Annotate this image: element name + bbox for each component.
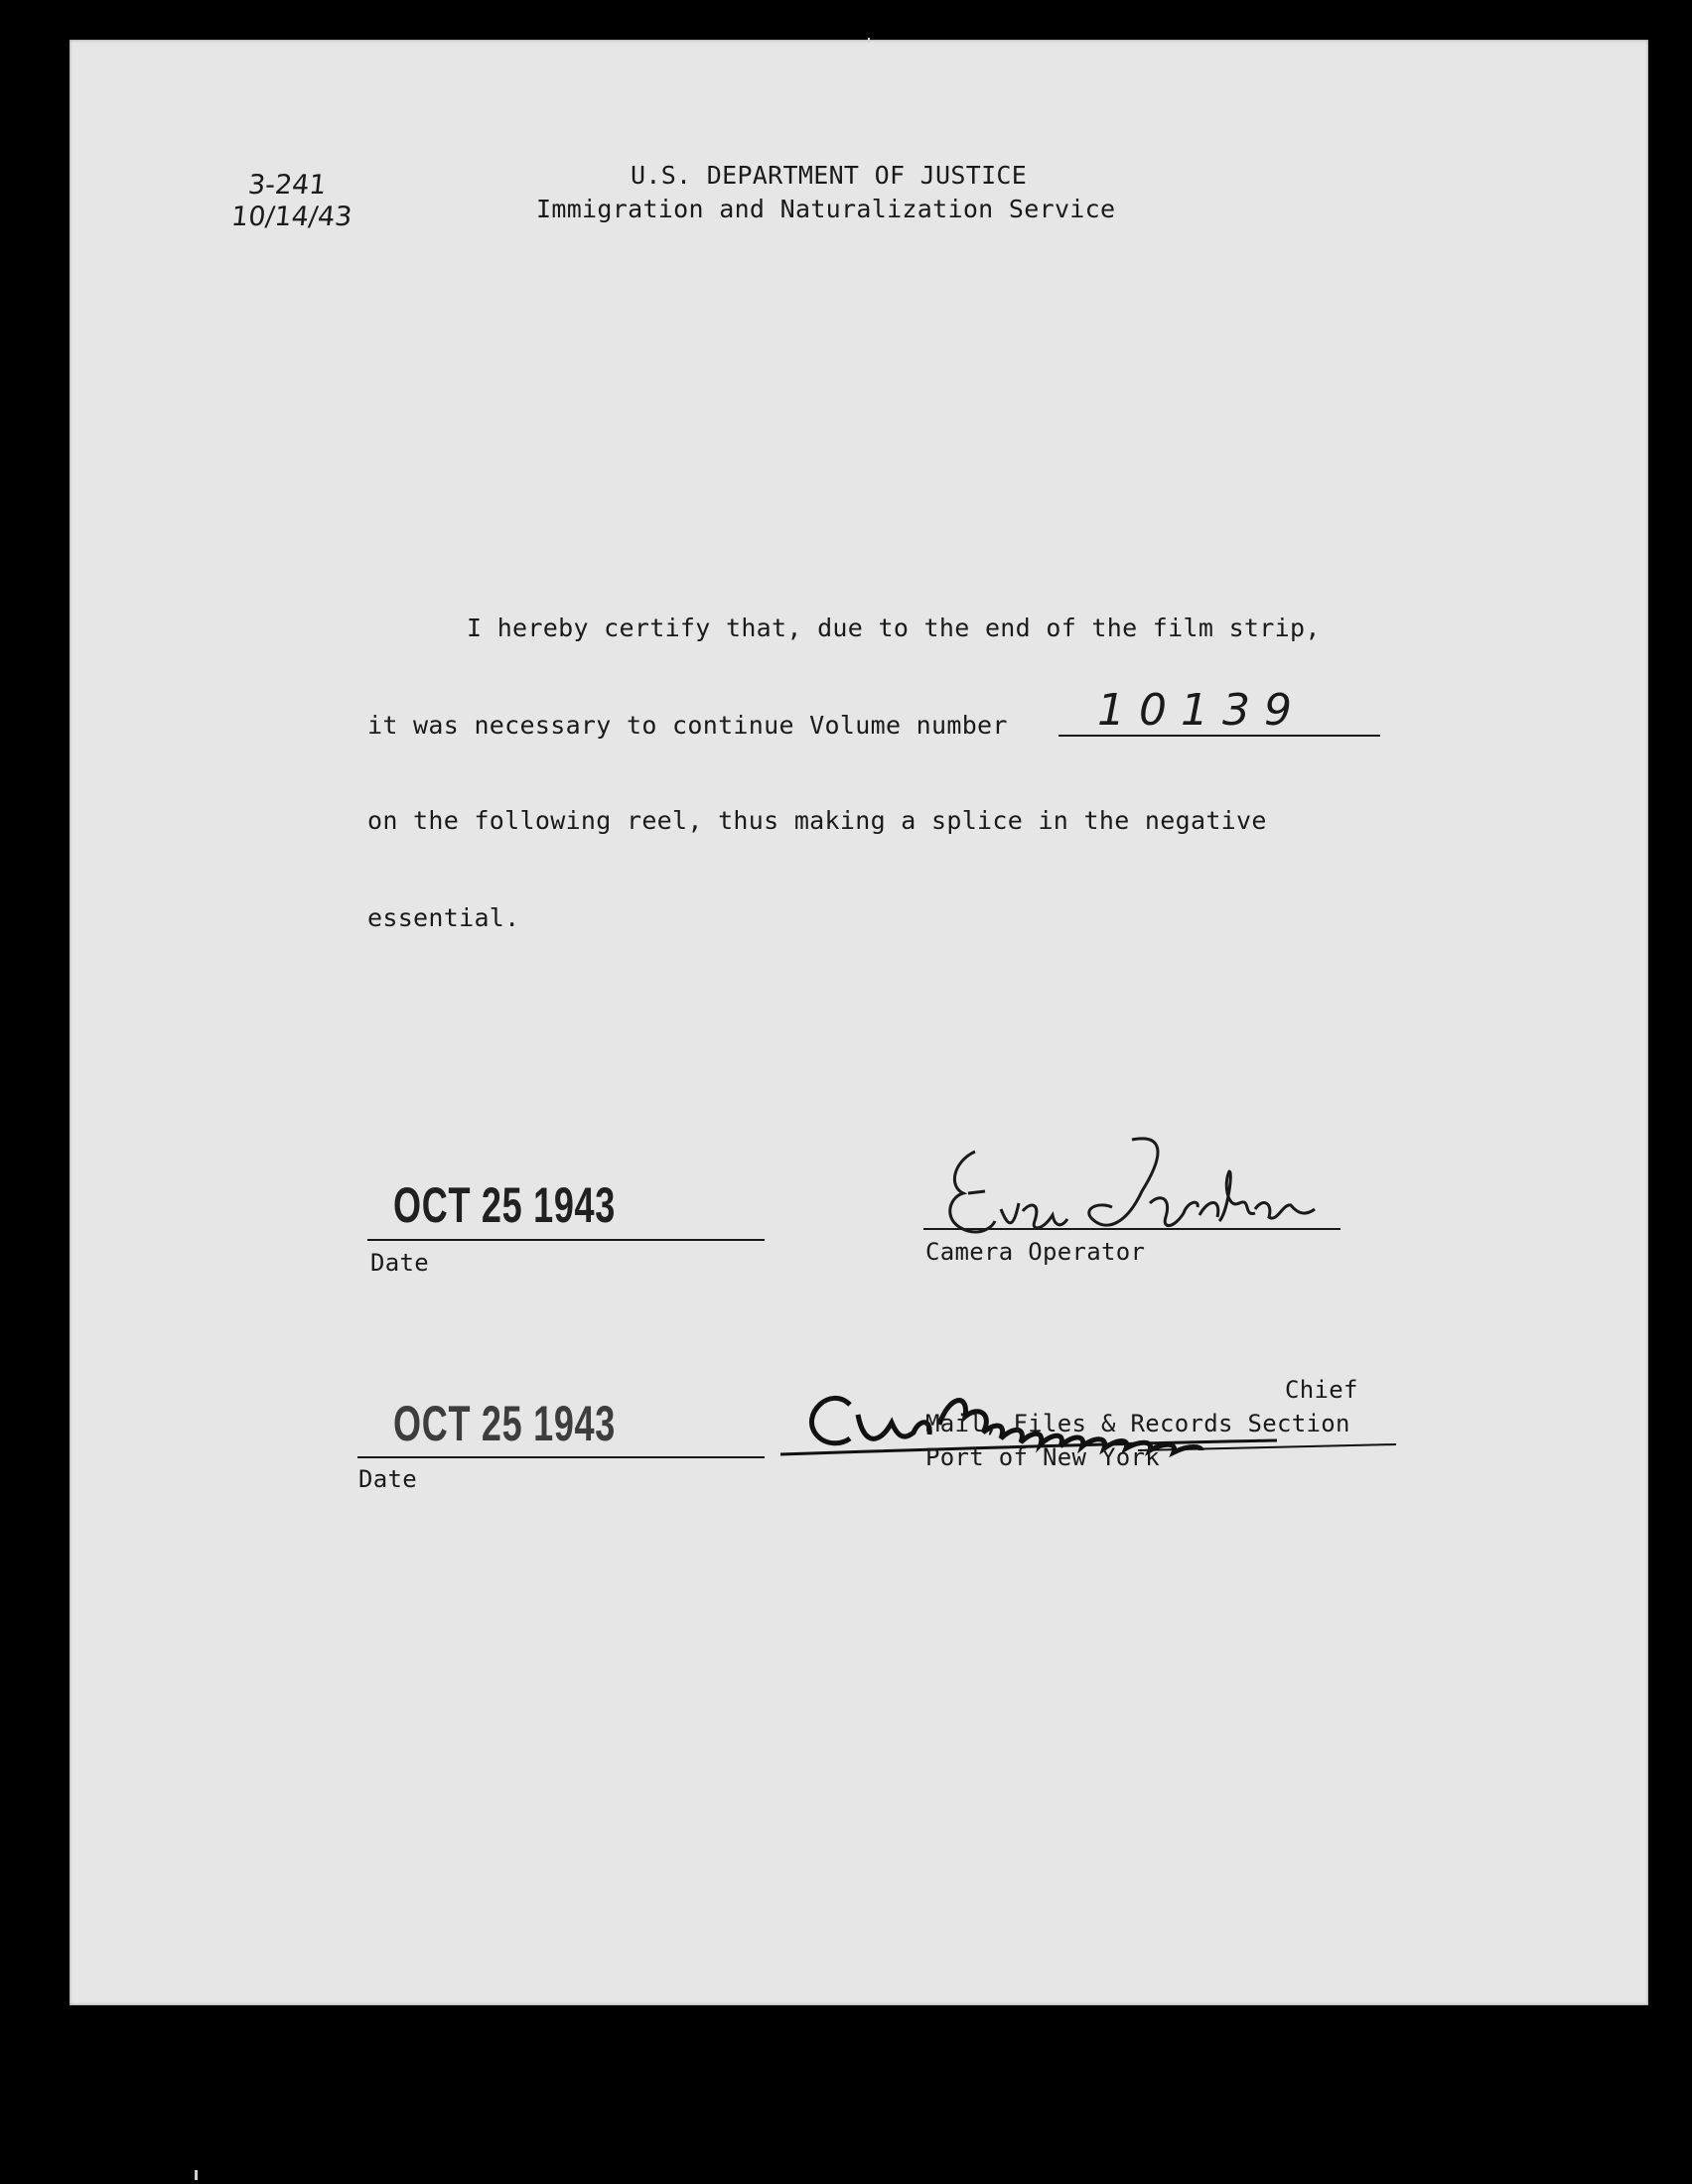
certify-line-3: on the following reel, thus making a splice in the negative <box>367 806 1267 835</box>
date-label-camera: Date <box>370 1249 429 1277</box>
form-number: 3-241 <box>246 170 329 201</box>
date-stamp-chief: OCT 25 1943 <box>393 1396 617 1451</box>
chief-port-line: Port of New York <box>925 1443 1160 1471</box>
camera-operator-label: Camera Operator <box>925 1238 1146 1266</box>
date-line-chief <box>357 1456 765 1458</box>
date-stamp-camera: OCT 25 1943 <box>393 1177 617 1233</box>
document-page <box>70 40 1648 2005</box>
chief-section-line: Mail, Files & Records Section <box>925 1410 1350 1437</box>
certify-line-1: I hereby certify that, due to the end of the film strip, <box>467 614 1321 642</box>
scan-speck <box>868 38 870 43</box>
service-heading: Immigration and Naturalization Service <box>536 195 1116 223</box>
scan-speck <box>195 2170 198 2180</box>
certify-line-2: it was necessary to continue Volume number <box>367 711 1008 740</box>
date-line-camera <box>367 1239 765 1241</box>
department-heading: U.S. DEPARTMENT OF JUSTICE <box>631 161 1028 190</box>
volume-number: 10139 <box>1097 685 1306 736</box>
camera-operator-signature <box>923 1132 1360 1251</box>
date-label-chief: Date <box>358 1465 417 1493</box>
form-date: 10/14/43 <box>229 202 353 232</box>
chief-title: Chief <box>1285 1376 1358 1404</box>
certify-line-4: essential. <box>367 903 520 932</box>
